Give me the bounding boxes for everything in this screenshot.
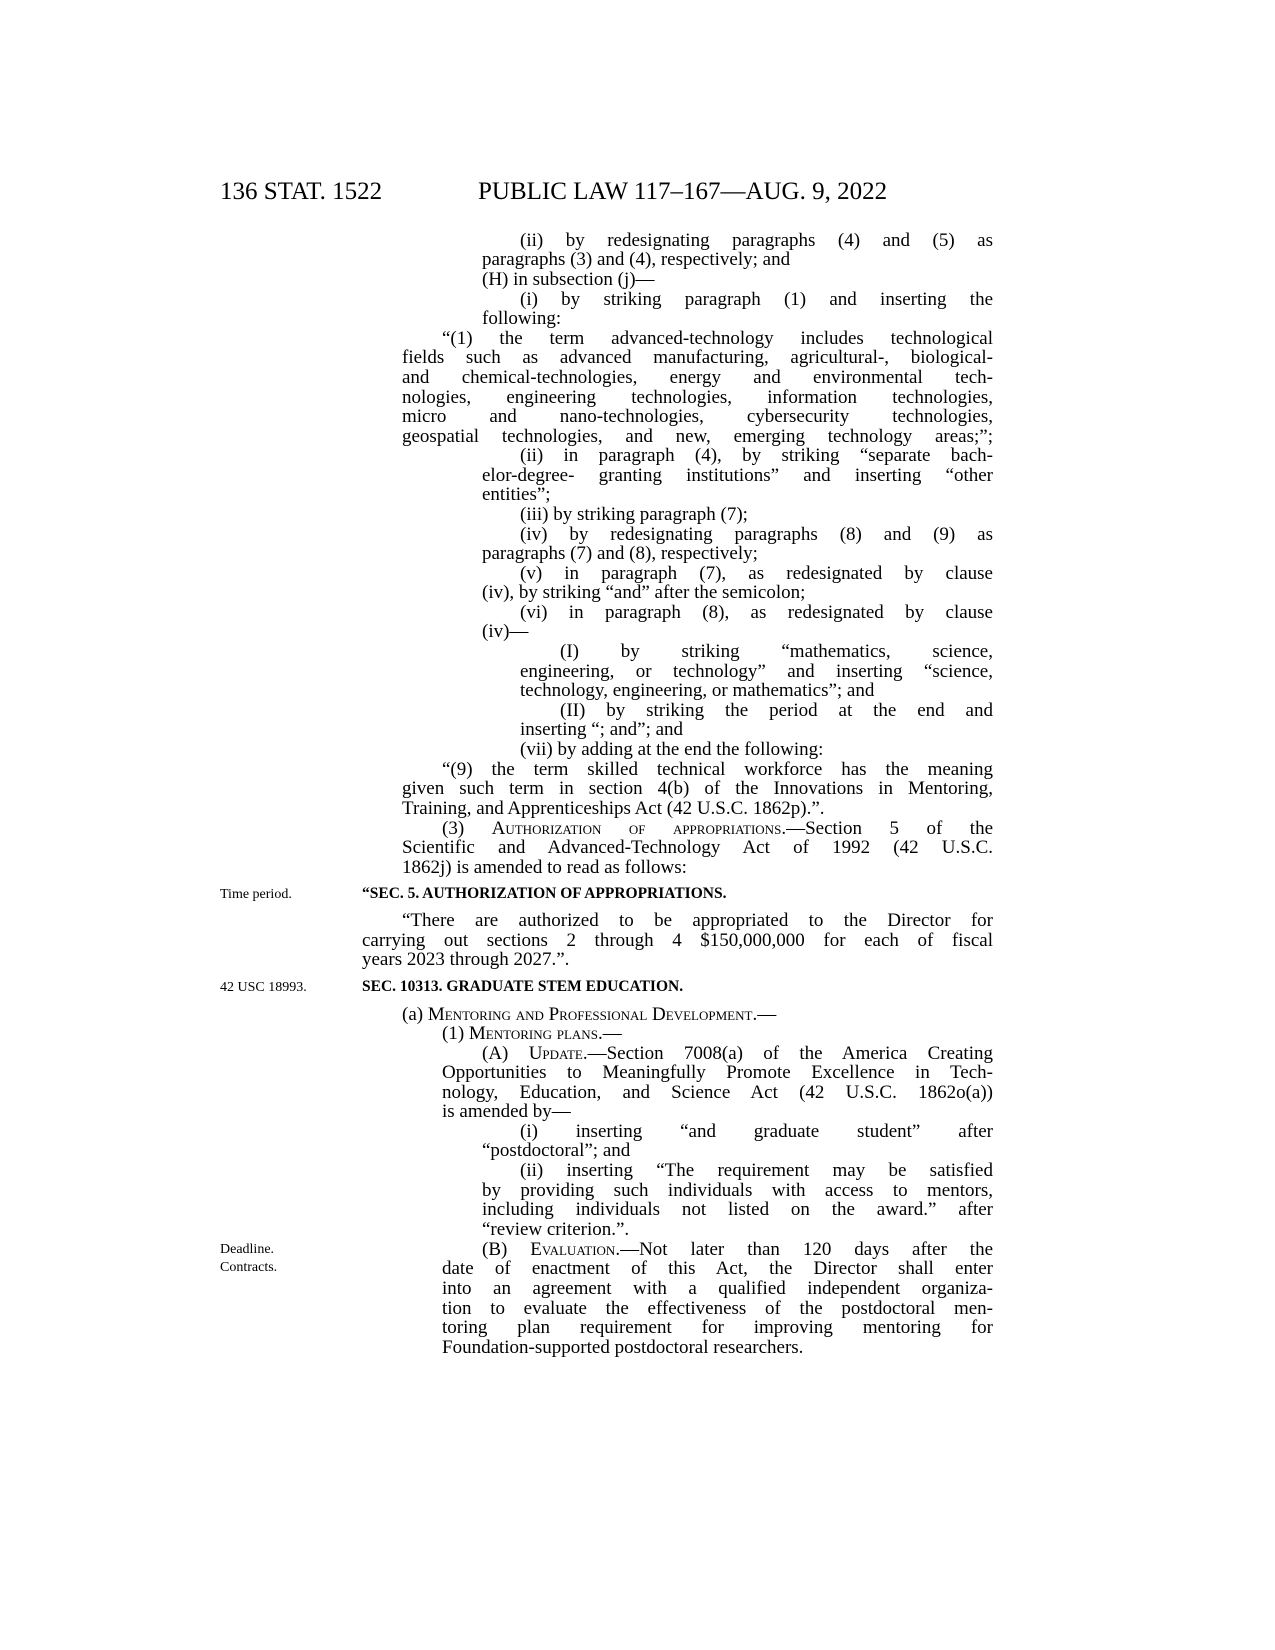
text-segment: (vii) by adding at the end the following: (520, 739, 824, 760)
text-segment: inserting “; and”; and (520, 719, 684, 740)
text-line (520, 504, 993, 526)
small-caps-text: Mentoring and Professional Development (427, 1004, 753, 1025)
text-segment: by providing such individuals with access to mentors, (482, 1180, 993, 1201)
text-line (520, 445, 993, 467)
text-segment: (a) (402, 1004, 428, 1025)
text-line (520, 680, 993, 702)
small-caps-text: Mentoring plans (468, 1023, 598, 1044)
text-segment: paragraphs (3) and (4), respectively; and (482, 249, 791, 270)
text-line (560, 641, 993, 663)
text-segment: years 2023 through 2027.”. (362, 949, 570, 970)
text-segment: geospatial technologies, and new, emerging technology areas;”; (402, 426, 993, 447)
text-segment: (A) (482, 1043, 529, 1064)
text-line (442, 1278, 993, 1300)
text-line (442, 1062, 993, 1084)
text-segment: “(1) the term advanced-technology includes technological (442, 328, 993, 349)
margin-note: Contracts. (220, 1260, 278, 1275)
text-line (442, 1258, 993, 1280)
text-segment: (iv) by redesignating paragraphs (8) and (9) as (520, 524, 993, 545)
text-line (442, 1101, 993, 1123)
text-segment: “postdoctoral”; and (482, 1140, 631, 1161)
text-segment: following: (482, 308, 562, 329)
text-line (362, 949, 993, 971)
margin-note: 42 USC 18993. (220, 980, 307, 995)
text-segment: (B) (482, 1239, 531, 1260)
text-line (402, 798, 993, 820)
text-segment: (i) by striking paragraph (1) and inserting the (520, 289, 993, 310)
text-segment: tion to evaluate the effectiveness of the postdoctoral men- (442, 1298, 993, 1319)
text-segment: (iii) by striking paragraph (7); (520, 504, 748, 525)
text-segment: into an agreement with a qualified independent organiza- (442, 1278, 993, 1299)
text-line (482, 1140, 993, 1162)
text-segment: (1) (442, 1023, 469, 1044)
text-segment: (iv)— (482, 621, 529, 642)
text-segment: entities”; (482, 484, 551, 505)
text-segment: nologies, engineering technologies, information technologies, (402, 387, 993, 408)
text-segment: (ii) in paragraph (4), by striking “separate bach- (520, 445, 993, 466)
text-line (402, 778, 993, 800)
text-line (482, 484, 993, 506)
text-segment: (II) by striking the period at the end and (560, 700, 993, 721)
text-segment: nology, Education, and Science Act (42 U.S.C. 1862o(a)) (442, 1082, 993, 1103)
margin-note: Time period. (220, 887, 292, 902)
text-line (482, 308, 993, 330)
text-line (402, 857, 993, 879)
text-segment: (ii) by redesignating paragraphs (4) and (5) as (520, 230, 993, 251)
page-stat-number: 136 STAT. 1522 (220, 178, 383, 205)
text-segment: 1862j) is amended to read as follows: (402, 857, 687, 878)
text-segment: .— (597, 1023, 622, 1044)
text-segment: Foundation-supported postdoctoral researchers. (442, 1337, 804, 1358)
section-heading: SEC. 10313. GRADUATE STEM EDUCATION. (362, 978, 684, 995)
text-segment: toring plan requirement for improving mentoring for (442, 1317, 993, 1338)
text-segment: fields such as advanced manufacturing, agricultural-, biological- (402, 347, 993, 368)
small-caps-text: Update (528, 1043, 583, 1064)
text-line (520, 739, 993, 761)
text-segment: .—Section 7008(a) of the America Creating (582, 1043, 993, 1064)
text-segment: given such term in section 4(b) of the Innovations in Mentoring, (402, 778, 993, 799)
small-caps-text: Authorization of appropriations (491, 818, 782, 839)
text-segment: date of enactment of this Act, the Director shall enter (442, 1258, 993, 1279)
text-line (482, 582, 993, 604)
text-segment: technology, engineering, or mathematics”; and (520, 680, 875, 701)
text-segment: (I) by striking “mathematics, science, (560, 641, 993, 662)
text-line (402, 347, 993, 369)
text-line (482, 543, 993, 565)
page-header-title: PUBLIC LAW 117–167—AUG. 9, 2022 (478, 178, 888, 205)
text-line (482, 1219, 993, 1241)
margin-note: Deadline. (220, 1242, 275, 1257)
text-line (442, 1337, 993, 1359)
text-segment: (v) in paragraph (7), as redesignated by clause (520, 563, 993, 584)
text-segment: .—Section 5 of the (781, 818, 993, 839)
text-segment: and chemical-technologies, energy and environmental tech- (402, 367, 993, 388)
text-segment: carrying out sections 2 through 4 $150,000,000 for each of fiscal (362, 930, 993, 951)
text-line (442, 1023, 993, 1045)
text-line (442, 1317, 993, 1339)
text-segment: “(9) the term skilled technical workforce has the meaning (442, 759, 993, 780)
small-caps-text: Evaluation (530, 1239, 616, 1260)
text-segment: (i) inserting “and graduate student” after (520, 1121, 993, 1142)
text-line (402, 406, 993, 428)
text-segment: Training, and Apprenticeships Act (42 U.S.C. 1862p).”. (402, 798, 825, 819)
text-segment: Opportunities to Meaningfully Promote Excellence in Tech- (442, 1062, 993, 1083)
text-segment: “review criterion.”. (482, 1219, 630, 1240)
text-segment: (3) (442, 818, 492, 839)
text-segment: .—Not later than 120 days after the (615, 1239, 994, 1260)
text-segment: (iv), by striking “and” after the semicolon; (482, 582, 806, 603)
text-segment: including individuals not listed on the award.” after (482, 1199, 993, 1220)
text-line (482, 621, 993, 643)
text-segment: (H) in subsection (j)— (482, 269, 655, 290)
text-line (402, 367, 993, 389)
text-line (402, 837, 993, 859)
text-segment: is amended by— (442, 1101, 571, 1122)
text-segment: paragraphs (7) and (8), respectively; (482, 543, 758, 564)
section-heading: “SEC. 5. AUTHORIZATION OF APPROPRIATIONS. (362, 885, 727, 902)
text-segment: micro and nano-technologies, cybersecurity technologies, (402, 406, 993, 427)
text-line (482, 249, 993, 271)
text-segment: engineering, or technology” and inserting “science, (520, 661, 993, 682)
text-segment: .— (752, 1004, 777, 1025)
text-line (520, 719, 993, 741)
text-segment: (ii) inserting “The requirement may be satisfied (520, 1160, 993, 1181)
text-segment: Scientific and Advanced-Technology Act of 1992 (42 U.S.C. (402, 837, 993, 858)
text-line (482, 269, 993, 291)
text-segment: (vi) in paragraph (8), as redesignated by clause (520, 602, 993, 623)
text-line (402, 910, 993, 932)
text-line (482, 1199, 993, 1221)
text-segment: “There are authorized to be appropriated to the Director for (402, 910, 993, 931)
text-segment: elor-degree- granting institutions” and inserting “other (482, 465, 993, 486)
text-line (520, 1160, 993, 1182)
